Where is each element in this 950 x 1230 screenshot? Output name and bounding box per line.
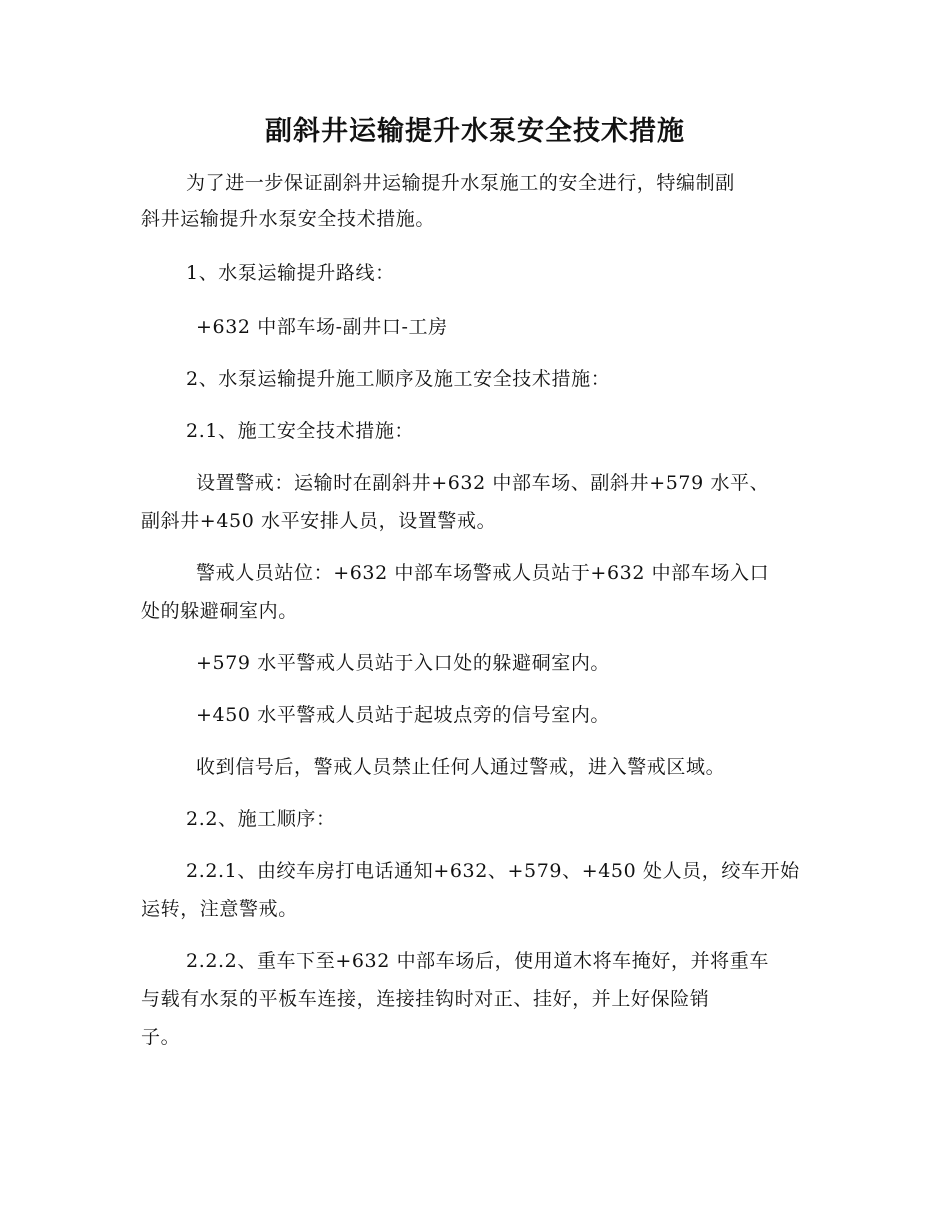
paragraph-579-station: +579 水平警戒人员站于入口处的躲避硐室内。 xyxy=(196,652,611,674)
paragraph-warning-line-2: 副斜井+450 水平安排人员，设置警戒。 xyxy=(141,510,497,532)
paragraph-station-line-2: 处的躲避硐室内。 xyxy=(141,600,298,622)
paragraph-step-1-line-1: 2.2.1、由绞车房打电话通知+632、+579、+450 处人员，绞车开始 xyxy=(186,860,800,882)
route-text: +632 中部车场-副井口-工房 xyxy=(196,316,448,338)
heading-safety-measures: 2.1、施工安全技术措施： xyxy=(186,420,415,442)
paragraph-step-2-line-3: 子。 xyxy=(141,1026,181,1048)
paragraph-warning-line-1: 设置警戒：运输时在副斜井+632 中部车场、副斜井+579 水平、 xyxy=(196,472,770,494)
document-title: 副斜井运输提升水泵安全技术措施 xyxy=(265,116,685,147)
paragraph-intro-line-2: 斜井运输提升水泵安全技术措施。 xyxy=(141,208,436,230)
heading-route: 1、水泵运输提升路线： xyxy=(186,262,395,284)
heading-sequence: 2.2、施工顺序： xyxy=(186,808,336,830)
paragraph-step-2-line-1: 2.2.2、重车下至+632 中部车场后，使用道木将车掩好，并将重车 xyxy=(186,950,769,972)
paragraph-step-1-line-2: 运转，注意警戒。 xyxy=(141,898,298,920)
paragraph-intro-line-1: 为了进一步保证副斜井运输提升水泵施工的安全进行，特编制副 xyxy=(186,172,735,194)
paragraph-450-station: +450 水平警戒人员站于起坡点旁的信号室内。 xyxy=(196,704,611,726)
paragraph-step-2-line-2: 与载有水泵的平板车连接，连接挂钩时对正、挂好，并上好保险销 xyxy=(141,988,710,1010)
heading-procedure: 2、水泵运输提升施工顺序及施工安全技术措施： xyxy=(186,368,611,390)
paragraph-signal: 收到信号后，警戒人员禁止任何人通过警戒，进入警戒区域。 xyxy=(196,756,726,778)
paragraph-station-line-1: 警戒人员站位：+632 中部车场警戒人员站于+632 中部车场入口 xyxy=(196,562,770,584)
